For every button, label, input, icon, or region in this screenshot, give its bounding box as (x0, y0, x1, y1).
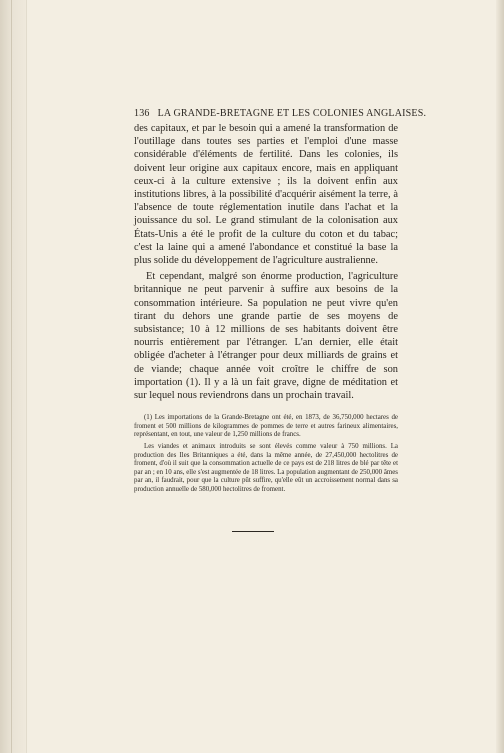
page-edge (496, 0, 504, 753)
page-number: 136 (134, 108, 150, 119)
page-spine (0, 0, 27, 753)
footnotes (134, 414, 398, 494)
footnote: (1) Les importations de la Grande-Bretagne ont été, en 1873, de 36,750,000 hectares de froment et 500 millions de kilogrammes de pommes de terre et autres farineux alimentaires, représentant, en tout, une valeur de 1,250 millions de francs. (134, 414, 398, 439)
footnote: Les viandes et animaux introduits se sont élevés comme valeur à 750 millions. La production des Iles Britanniques a été, dans la même année, de 27,450,000 hectolitres de froment, d'où il suit que la consommation actuelle de ce pays est de 218 litres de blé par tête et par an ; en 10 ans, elle s'est augmentée de 18 litres. La population augmentant de 250,000 âmes par an, il faudrait, pour que la culture pût suffire, qu'elle eût un accroissement normal dans sa production annuelle de 580,000 hectolitres de froment. (134, 443, 398, 494)
paragraph: Et cependant, malgré son énorme production, l'agriculture britannique ne peut parvenir à suffire aux besoins de la consommation intérieure. Sa population ne peut vivre qu'en tirant du dehors une grande partie de ses moyens de subsistance; 10 à 12 millions de ses habitants doivent être nourris entièrement par l'étranger. L'an dernier, elle était obligée d'acheter à l'étranger pour deux milliards de grains et de viande; chaque année voit croître le chiffre de son importation (1). Il y a là un fait grave, digne de méditation et sur lequel nous reviendrons dans un prochain travail. (134, 271, 398, 402)
section-end-rule (232, 531, 274, 532)
running-title: LA GRANDE-BRETAGNE ET LES COLONIES ANGLAISES. (157, 108, 427, 119)
running-header (134, 108, 427, 119)
page-content (134, 108, 427, 495)
paragraph: des capitaux, et par le besoin qui a amené la transformation de l'outillage dans toutes ses parties et l'emploi d'une masse considérable d'éléments de fertilité. Dans les colonies, ils doivent leur origine aux capitaux encore, mais en appliquant ceux-ci à la culture extensive ; ils la doivent enfin aux institutions libres, à la possibilité d'acquérir aisément la terre, à l'absence de toute réglementation inutile dans l'achat et la jouissance du sol. Le grand stimulant de la colonisation aux États-Unis a été le profit de la culture du coton et du tabac; c'est la laine qui a amené l'abondance et constitué la base la plus solide du développement de l'agriculture australienne. (134, 123, 398, 267)
spine-fold-line (11, 0, 12, 753)
body-text (134, 122, 398, 402)
